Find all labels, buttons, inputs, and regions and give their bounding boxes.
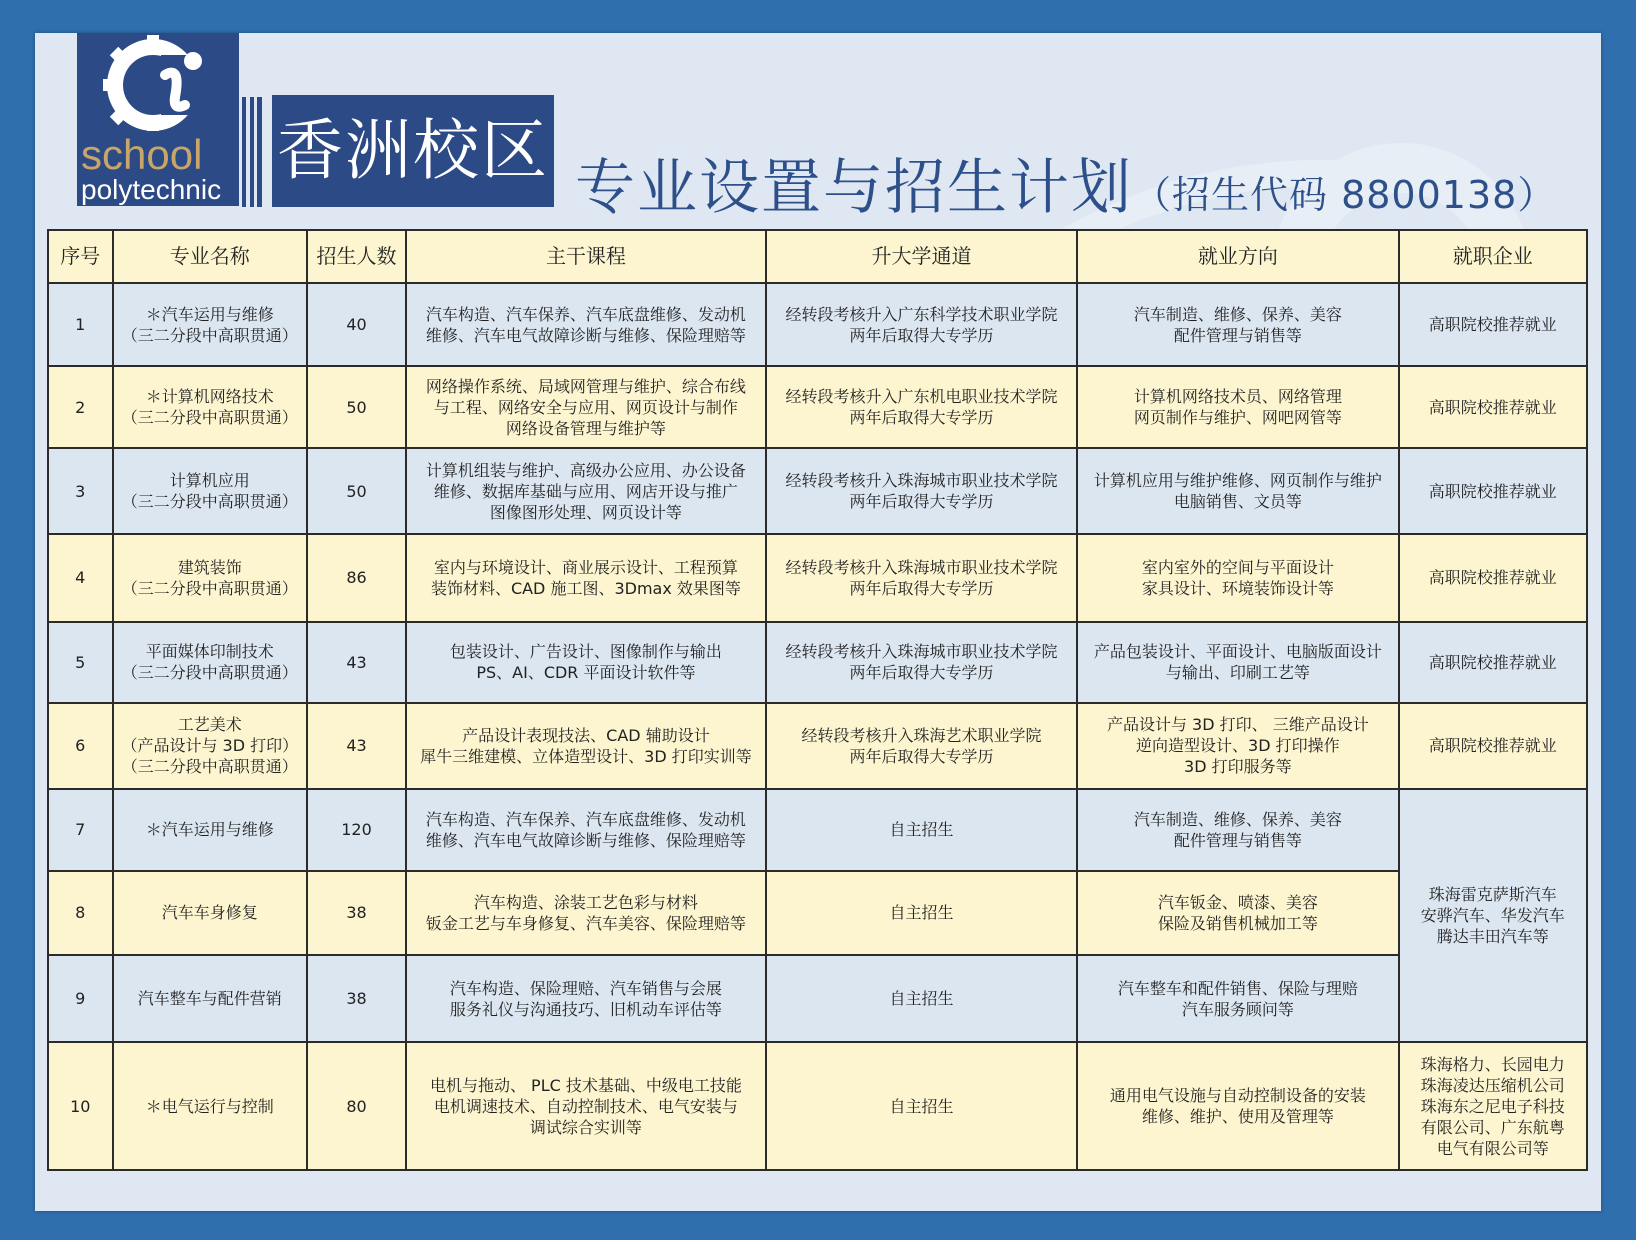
cell-no: 8 [48,871,113,955]
header-jobs: 就业方向 [1077,230,1399,283]
school-logo [77,33,239,206]
cell-jobs: 计算机网络技术员、网络管理 网页制作与维护、网吧网管等 [1077,366,1399,448]
cell-name: ＊汽车运用与维修 （三二分段中高职贯通） [113,283,308,366]
cell-count: 43 [307,622,406,703]
cell-path: 经转段考核升入珠海城市职业技术学院 两年后取得大专学历 [766,448,1077,534]
cell-name: ＊计算机网络技术 （三二分段中高职贯通） [113,366,308,448]
header-no: 序号 [48,230,113,283]
cell-path: 经转段考核升入广东科学技术职业学院 两年后取得大专学历 [766,283,1077,366]
cell-path: 自主招生 [766,871,1077,955]
header-name: 专业名称 [113,230,308,283]
table-header-row [48,230,1587,283]
cell-name: ＊汽车运用与维修 [113,789,308,871]
gear-i-icon [103,35,215,131]
cell-jobs: 汽车钣金、喷漆、美容 保险及销售机械加工等 [1077,871,1399,955]
cell-no: 3 [48,448,113,534]
cell-no: 4 [48,534,113,621]
cell-jobs: 产品包装设计、平面设计、电脑版面设计 与输出、印刷工艺等 [1077,622,1399,703]
cell-company: 高职院校推荐就业 [1399,534,1587,621]
cell-count: 120 [307,789,406,871]
cell-courses: 汽车构造、涂装工艺色彩与材料 钣金工艺与车身修复、汽车美容、保险理赔等 [406,871,766,955]
cell-name: 汽车整车与配件营销 [113,955,308,1042]
cell-company-merged: 珠海雷克萨斯汽车 安骅汽车、华发汽车 腾达丰田汽车等 [1399,789,1587,1042]
cell-count: 43 [307,703,406,789]
table-row [48,448,1587,534]
cell-company: 高职院校推荐就业 [1399,703,1587,789]
cell-path: 经转段考核升入珠海艺术职业学院 两年后取得大专学历 [766,703,1077,789]
program-table [47,229,1588,1171]
header-count: 招生人数 [307,230,406,283]
cell-count: 86 [307,534,406,621]
cell-company: 高职院校推荐就业 [1399,283,1587,366]
cell-jobs: 产品设计与 3D 打印、 三维产品设计 逆向造型设计、3D 打印操作 3D 打印服务等 [1077,703,1399,789]
logo-school-text: school [81,131,203,178]
cell-jobs: 通用电气设施与自动控制设备的安装 维修、维护、使用及管理等 [1077,1042,1399,1170]
cell-no: 10 [48,1042,113,1170]
header-company: 就职企业 [1399,230,1587,283]
cell-jobs: 汽车制造、维修、保养、美容 配件管理与销售等 [1077,283,1399,366]
logo-polytechnic-text: polytechnic [81,174,222,205]
cell-jobs: 汽车整车和配件销售、保险与理赔 汽车服务顾问等 [1077,955,1399,1042]
cell-count: 50 [307,448,406,534]
cell-company: 珠海格力、长园电力 珠海凌达压缩机公司 珠海东之尼电子科技 有限公司、广东航粤 电气有限公司等 [1399,1042,1587,1170]
cell-path: 自主招生 [766,955,1077,1042]
cell-courses: 汽车构造、保险理赔、汽车销售与会展 服务礼仪与沟通技巧、旧机动车评估等 [406,955,766,1042]
cell-courses: 计算机组装与维护、高级办公应用、办公设备 维修、数据库基础与应用、网店开设与推广 图像图形处理、网页设计等 [406,448,766,534]
table-row [48,871,1587,955]
table-row [48,789,1587,871]
cell-no: 7 [48,789,113,871]
cell-no: 5 [48,622,113,703]
table-row [48,703,1587,789]
title-main: 专业设置与招生计划 [575,153,1133,223]
cell-name: 计算机应用 （三二分段中高职贯通） [113,448,308,534]
page-title [575,140,1556,230]
cell-company: 高职院校推荐就业 [1399,448,1587,534]
cell-jobs: 室内室外的空间与平面设计 家具设计、环境装饰设计等 [1077,534,1399,621]
cell-jobs: 计算机应用与维护维修、网页制作与维护 电脑销售、文员等 [1077,448,1399,534]
cell-courses: 电机与拖动、 PLC 技术基础、中级电工技能 电机调速技术、自动控制技术、电气安装与 调试综合实训等 [406,1042,766,1170]
cell-courses: 包装设计、广告设计、图像制作与输出 PS、AI、CDR 平面设计软件等 [406,622,766,703]
header-courses: 主干课程 [406,230,766,283]
cell-courses: 汽车构造、汽车保养、汽车底盘维修、发动机 维修、汽车电气故障诊断与维修、保险理赔等 [406,283,766,366]
cell-courses: 汽车构造、汽车保养、汽车底盘维修、发动机 维修、汽车电气故障诊断与维修、保险理赔等 [406,789,766,871]
cell-count: 50 [307,366,406,448]
table-row [48,283,1587,366]
cell-count: 40 [307,283,406,366]
cell-path: 经转段考核升入广东机电职业技术学院 两年后取得大专学历 [766,366,1077,448]
cell-company: 高职院校推荐就业 [1399,366,1587,448]
cell-count: 80 [307,1042,406,1170]
cell-courses: 网络操作系统、局域网管理与维护、综合布线 与工程、网络安全与应用、网页设计与制作 网络设备管理与维护等 [406,366,766,448]
cell-name: 汽车车身修复 [113,871,308,955]
cell-path: 自主招生 [766,789,1077,871]
enrollment-code: （招生代码 8800138） [1133,173,1557,217]
cell-name: 平面媒体印制技术 （三二分段中高职贯通） [113,622,308,703]
cell-path: 经转段考核升入珠海城市职业技术学院 两年后取得大专学历 [766,622,1077,703]
table-row [48,1042,1587,1170]
cell-no: 1 [48,283,113,366]
table-row [48,955,1587,1042]
cell-courses: 产品设计表现技法、CAD 辅助设计 犀牛三维建模、立体造型设计、3D 打印实训等 [406,703,766,789]
cell-path: 经转段考核升入珠海城市职业技术学院 两年后取得大专学历 [766,534,1077,621]
cell-no: 6 [48,703,113,789]
cell-name: ＊电气运行与控制 [113,1042,308,1170]
header-path: 升大学通道 [766,230,1077,283]
cell-name: 建筑装饰 （三二分段中高职贯通） [113,534,308,621]
cell-no: 2 [48,366,113,448]
cell-no: 9 [48,955,113,1042]
table-row [48,622,1587,703]
cell-company: 高职院校推荐就业 [1399,622,1587,703]
cell-name: 工艺美术 （产品设计与 3D 打印） （三二分段中高职贯通） [113,703,308,789]
cell-count: 38 [307,871,406,955]
table-row [48,534,1587,621]
campus-name: 香洲校区 [272,95,554,207]
cell-courses: 室内与环境设计、商业展示设计、工程预算 装饰材料、CAD 施工图、3Dmax 效果图等 [406,534,766,621]
cell-count: 38 [307,955,406,1042]
cell-path: 自主招生 [766,1042,1077,1170]
poster-sheet [35,33,1601,1211]
table-row [48,366,1587,448]
cell-jobs: 汽车制造、维修、保养、美容 配件管理与销售等 [1077,789,1399,871]
divider-bars [242,97,262,207]
